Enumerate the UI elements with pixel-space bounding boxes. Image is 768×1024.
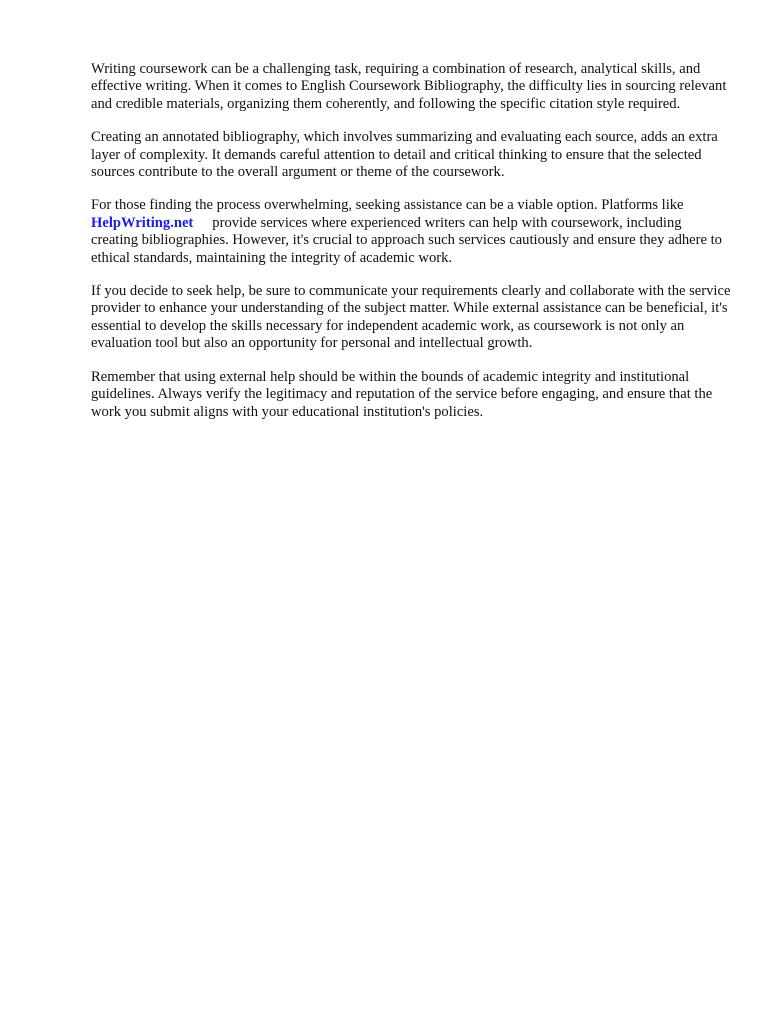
- paragraph-annotated-bibliography: Creating an annotated bibliography, which involves summarizing and evaluating each source, adds an extra layer of complexity. It demands careful attention to detail and critical thinking to ensure that the selected sources contribute to the overall argument or theme of the coursework.: [91, 129, 718, 181]
- paragraph-integrity: Remember that using external help should be within the bounds of academic integrity and institutional guidelines. Always verify the legitimacy and reputation of the service before engaging, and ensure that the work you submit aligns with your educational institution's policies.: [91, 368, 713, 420]
- helpwriting-link[interactable]: HelpWriting.net: [91, 214, 194, 231]
- paragraph-seek-help: If you decide to seek help, be sure to communicate your requirements clearly and collaborate with the service provider to enhance your understanding of the subject matter. While external assistance can be beneficial, it's essential to develop the skills necessary for independent academic work, as coursework is not only an evaluation tool but also an opportunity for personal and intellectual growth.: [91, 283, 731, 352]
- paragraph-assistance: [91, 197, 731, 267]
- paragraph-intro: Writing coursework can be a challenging task, requiring a combination of research, analytical skills, and effective writing. When it comes to English Coursework Bibliography, the difficulty lies in sourcing relevant and credible materials, organizing them coherently, and following the specific citation style required.: [91, 61, 727, 112]
- assistance-text-after: provide services where experienced writers can help with coursework, including creating bibliographies. However, it's crucial to approach such services cautiously and ensure they adhere to ethical standards, maintaining the integrity of academic work.: [91, 214, 722, 266]
- assistance-text-before: For those finding the process overwhelming, seeking assistance can be a viable option. Platforms like: [91, 197, 684, 214]
- document-body: [91, 61, 731, 437]
